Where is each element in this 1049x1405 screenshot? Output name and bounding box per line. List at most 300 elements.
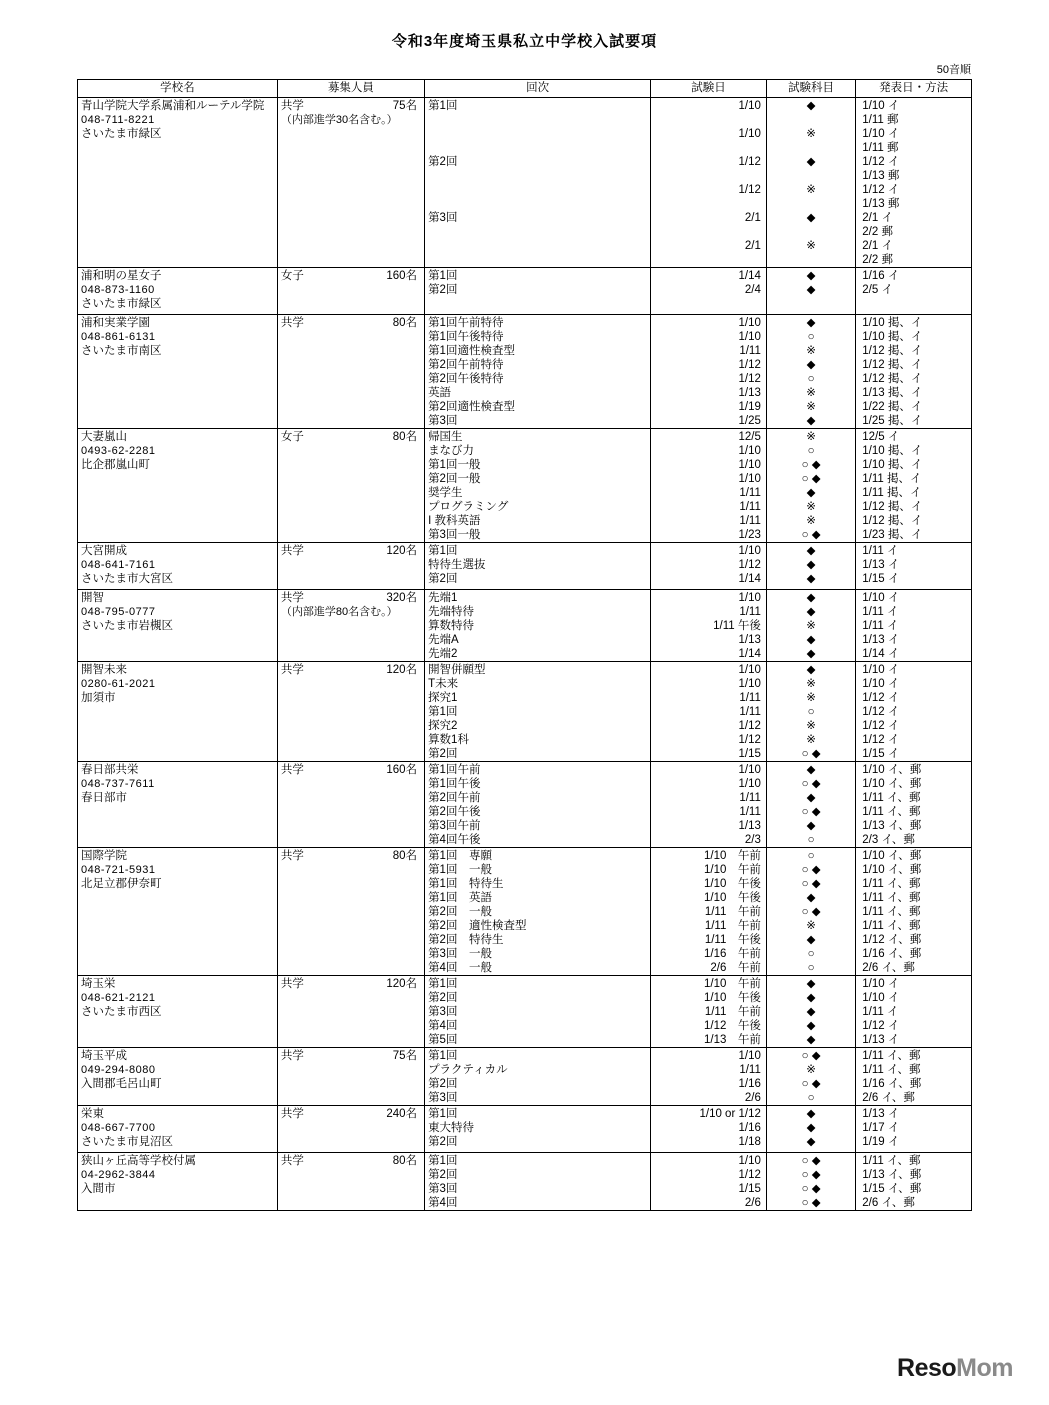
cell-exam-date-line: 1/19 — [738, 401, 761, 413]
cell-round-line: 先端1 — [428, 592, 458, 604]
cell-exam-subject-line: ○ ◆ — [801, 1197, 821, 1209]
cell-result-line: 1/11 イ、郵 — [862, 1064, 921, 1076]
cell-result — [856, 98, 972, 268]
cell-result-line: 1/11 イ — [862, 545, 899, 557]
cell-result-line: 2/2 郵 — [862, 254, 893, 266]
cell-exam-date-line: 2/6 午前 — [710, 962, 761, 974]
quota-type: 共学 — [280, 1155, 304, 1167]
cell-round-line: 第1回 — [428, 1050, 458, 1062]
cell-exam-date-line: 1/16 — [738, 1122, 761, 1134]
cell-exam-date-line: 1/10 — [738, 128, 761, 140]
table-row — [78, 976, 972, 1048]
cell-exam-subject-line: ○ ◆ — [801, 1169, 821, 1181]
school-address: 加須市 — [81, 692, 116, 704]
quota-type: 共学 — [280, 545, 304, 557]
cell-round — [425, 1048, 651, 1106]
cell-result-line: 1/13 郵 — [862, 198, 900, 210]
cell-result — [856, 268, 972, 315]
cell-exam-subject-line: ○ ◆ — [801, 529, 821, 541]
cell-exam-subject-line: ○ — [807, 445, 815, 457]
cell-round-line: 第1回 — [428, 545, 458, 557]
table-row — [78, 848, 972, 976]
cell-exam-subject-line: ○ — [807, 850, 815, 862]
cell-round-line: 第2回適性検査型 — [428, 401, 515, 413]
cell-result-line: 1/11 郵 — [862, 142, 899, 154]
cell-result-line: 1/10 イ — [862, 978, 900, 990]
cell-round-line: 第2回 一般 — [428, 906, 492, 918]
cell-result — [856, 590, 972, 662]
cell-exam-subject-line: ◆ — [806, 592, 816, 604]
quota-type: 共学 — [280, 978, 304, 990]
school-tel: 04-2962-3844 — [81, 1169, 156, 1181]
cell-exam-subject — [766, 98, 855, 268]
cell-exam-date-line: 1/10 — [738, 592, 761, 604]
cell-result-line: 1/13 イ — [862, 634, 900, 646]
cell-exam-subject-line: ※ — [806, 515, 816, 527]
cell-result — [856, 543, 972, 590]
cell-exam-date-line: 1/10 — [738, 545, 761, 557]
cell-exam-subject-line: ◆ — [806, 978, 816, 990]
cell-exam-date-line: 1/14 — [738, 270, 761, 282]
cell-school — [78, 1048, 278, 1106]
cell-exam-date — [651, 98, 767, 268]
school-address: 入間郡毛呂山町 — [81, 1078, 162, 1090]
cell-exam-subject-line: ○ — [807, 948, 815, 960]
cell-round — [425, 268, 651, 315]
cell-exam-date-line: 1/11 午前 — [704, 920, 761, 932]
cell-exam-date-line: 1/13 — [738, 387, 761, 399]
resemom-logo — [897, 1354, 1013, 1383]
school-address: さいたま市大宮区 — [81, 573, 173, 585]
cell-round-line: 第1回 — [428, 100, 458, 112]
cell-exam-subject-line: ○ ◆ — [801, 748, 821, 760]
cell-exam-subject-line: ○ ◆ — [801, 864, 821, 876]
cell-quota — [277, 662, 424, 762]
cell-exam-date-line: 1/10 — [738, 459, 761, 471]
cell-exam-subject-line: ○ — [807, 331, 815, 343]
cell-round — [425, 976, 651, 1048]
cell-round-line: 第3回 — [428, 1092, 458, 1104]
cell-exam-date-line: 1/12 — [738, 720, 761, 732]
cell-exam-subject-line: ◆ — [806, 284, 816, 296]
cell-exam-subject-line: ○ ◆ — [801, 906, 821, 918]
cell-result-line: 2/3 イ、郵 — [862, 834, 915, 846]
quota-type: 女子 — [280, 270, 304, 282]
cell-exam-subject-line: ◆ — [806, 487, 816, 499]
cell-result-line: 1/15 イ — [862, 748, 900, 760]
cell-result-line: 1/10 イ — [862, 592, 900, 604]
cell-exam-date-line: 1/10 — [738, 1155, 761, 1167]
cell-exam-date-line: 2/3 — [744, 834, 761, 846]
school-address: 春日部市 — [81, 792, 127, 804]
cell-exam-date-line: 1/18 — [738, 1136, 761, 1148]
cell-result-line: 12/5 イ — [862, 431, 900, 443]
cell-exam-date-line: 1/12 — [738, 559, 761, 571]
cell-exam-date-line: 1/11 — [739, 501, 761, 513]
cell-quota — [277, 543, 424, 590]
cell-exam-subject-line: ◆ — [806, 545, 816, 557]
cell-round — [425, 98, 651, 268]
cell-exam-date-line: 1/10 午前 — [703, 850, 761, 862]
cell-exam-date-line: 1/13 — [738, 820, 761, 832]
cell-round-line: 第3回一般 — [428, 529, 481, 541]
cell-result-line: 1/10 イ、郵 — [862, 864, 922, 876]
cell-result-line: 1/10 イ — [862, 664, 900, 676]
cell-exam-date-line: 1/12 — [738, 1169, 761, 1181]
cell-result-line: 1/16 イ、郵 — [862, 1078, 922, 1090]
cell-exam-subject-line: ○ ◆ — [801, 878, 821, 890]
cell-exam-date — [651, 429, 767, 543]
cell-exam-subject-line: ※ — [806, 678, 816, 690]
school-address: さいたま市見沼区 — [81, 1136, 173, 1148]
cell-exam-date-line: 1/11 — [739, 487, 761, 499]
cell-round-line: 第1回一般 — [428, 459, 481, 471]
cell-quota — [277, 1153, 424, 1211]
quota-type: 共学 — [280, 850, 304, 862]
cell-result-line: 1/10 掲、イ — [862, 331, 923, 343]
cell-round — [425, 662, 651, 762]
quota-number: 120名 — [386, 978, 418, 990]
cell-result-line: 1/12 イ — [862, 734, 900, 746]
cell-result-line: 1/11 イ、郵 — [862, 906, 921, 918]
cell-school — [78, 848, 278, 976]
cell-result — [856, 429, 972, 543]
school-tel: 048-721-5931 — [81, 864, 156, 876]
table-row — [78, 1106, 972, 1153]
school-name: 春日部共栄 — [81, 764, 139, 776]
cell-round-line: 帰国生 — [428, 431, 463, 443]
cell-exam-subject — [766, 1153, 855, 1211]
school-name: 国際学院 — [81, 850, 127, 862]
cell-round — [425, 1106, 651, 1153]
cell-exam-date-line: 1/13 — [738, 634, 761, 646]
quota-number: 120名 — [386, 545, 418, 557]
cell-exam-date-line: 1/11 午前 — [704, 906, 761, 918]
school-tel: 048-795-0777 — [81, 606, 156, 618]
table-header-row — [78, 80, 972, 98]
column-header-exam-date: 試験日 — [651, 80, 767, 98]
cell-exam-subject-line: ※ — [806, 734, 816, 746]
cell-result-line: 1/11 イ、郵 — [862, 892, 921, 904]
cell-exam-subject — [766, 590, 855, 662]
cell-exam-date-line: 1/10 — [738, 678, 761, 690]
quota-type: 共学 — [280, 1108, 304, 1120]
cell-result-line: 1/19 イ — [862, 1136, 900, 1148]
cell-exam-subject-line: ◆ — [806, 559, 816, 571]
cell-round-line: 第1回適性検査型 — [428, 345, 515, 357]
cell-round-line: 第2回 適性検査型 — [428, 920, 527, 932]
quota-number: 160名 — [386, 270, 418, 282]
cell-school — [78, 976, 278, 1048]
quota-type: 共学 — [280, 100, 304, 112]
cell-result — [856, 662, 972, 762]
cell-exam-subject-line: ◆ — [806, 634, 816, 646]
cell-result-line: 1/12 掲、イ — [862, 373, 923, 385]
quota-number: 80名 — [392, 850, 418, 862]
cell-round-line: 第2回 — [428, 1078, 458, 1090]
school-name: 大宮開成 — [81, 545, 127, 557]
cell-result-line: 1/11 イ、郵 — [862, 806, 921, 818]
school-tel: 048-667-7700 — [81, 1122, 156, 1134]
cell-exam-subject-line: ○ ◆ — [801, 473, 821, 485]
cell-result-line: 1/12 イ — [862, 692, 900, 704]
cell-result-line: 1/10 イ — [862, 992, 900, 1004]
cell-result-line: 2/2 郵 — [862, 226, 893, 238]
table-row — [78, 1153, 972, 1211]
school-address: さいたま市岩槻区 — [81, 620, 173, 632]
cell-exam-date-line: 1/16 午前 — [703, 948, 761, 960]
cell-school — [78, 315, 278, 429]
cell-round-line: 第2回午後特待 — [428, 373, 504, 385]
cell-exam-date-line: 1/25 — [738, 415, 761, 427]
cell-round-line: 第5回 — [428, 1034, 458, 1046]
cell-round-line: 第2回午後 — [428, 806, 481, 818]
page-title: 令和3年度埼玉県私立中学校入試要項 — [391, 33, 658, 50]
cell-round-line: 第3回 — [428, 415, 458, 427]
cell-round-line: まなび力 — [428, 445, 475, 457]
table-row — [78, 1048, 972, 1106]
cell-exam-subject — [766, 315, 855, 429]
cell-round-line: 第4回 — [428, 1020, 458, 1032]
cell-result-line: 1/11 イ、郵 — [862, 792, 921, 804]
cell-result — [856, 1153, 972, 1211]
school-tel: 048-641-7161 — [81, 559, 156, 571]
cell-exam-date-line: 1/11 午後 — [704, 934, 761, 946]
cell-exam-subject — [766, 543, 855, 590]
cell-result-line: 2/6 イ、郵 — [862, 1197, 915, 1209]
cell-round-line: 英語 — [428, 387, 452, 399]
cell-school — [78, 543, 278, 590]
cell-exam-date — [651, 543, 767, 590]
cell-exam-subject-line: ◆ — [806, 359, 816, 371]
quota-type: 共学 — [280, 1050, 304, 1062]
cell-result-line: 1/12 イ — [862, 156, 900, 168]
cell-result-line: 1/10 イ、郵 — [862, 778, 922, 790]
cell-exam-date — [651, 976, 767, 1048]
cell-school — [78, 98, 278, 268]
cell-round-line: プラクティカル — [428, 1064, 508, 1076]
quota-note: （内部進学80名含む。） — [280, 606, 398, 618]
cell-exam-subject-line: ※ — [806, 720, 816, 732]
cell-round-line: 探究2 — [428, 720, 458, 732]
cell-result-line: 1/22 掲、イ — [862, 401, 923, 413]
quota-number: 240名 — [386, 1108, 418, 1120]
cell-exam-subject-line: ※ — [806, 501, 816, 513]
cell-result — [856, 848, 972, 976]
cell-exam-subject-line: ※ — [806, 401, 816, 413]
cell-exam-date-line: 1/16 — [738, 1078, 761, 1090]
cell-result-line: 1/11 イ — [862, 1006, 899, 1018]
cell-round — [425, 429, 651, 543]
cell-result-line: 1/13 イ — [862, 1034, 900, 1046]
cell-exam-date-line: 1/11 — [739, 706, 761, 718]
cell-quota — [277, 1048, 424, 1106]
cell-exam-date-line: 1/10 — [738, 764, 761, 776]
cell-exam-subject — [766, 429, 855, 543]
cell-result-line: 1/11 イ、郵 — [862, 878, 921, 890]
cell-result-line: 1/11 掲、イ — [862, 487, 922, 499]
column-header-round: 回次 — [425, 80, 651, 98]
cell-exam-subject-line: ◆ — [806, 212, 816, 224]
cell-exam-date — [651, 590, 767, 662]
cell-round-line: 第2回 — [428, 284, 458, 296]
cell-round-line: 第4回 一般 — [428, 962, 492, 974]
cell-result-line: 1/12 イ — [862, 706, 900, 718]
cell-exam-date — [651, 1048, 767, 1106]
cell-exam-date-line: 2/1 — [744, 212, 761, 224]
cell-result-line: 1/10 イ、郵 — [862, 764, 922, 776]
cell-exam-subject-line: ○ — [807, 962, 815, 974]
cell-round-line: 第3回午前 — [428, 820, 481, 832]
cell-exam-subject-line: ◆ — [806, 100, 816, 112]
cell-exam-subject — [766, 662, 855, 762]
cell-round-line: 第3回 — [428, 1006, 458, 1018]
cell-exam-subject-line: ○ — [807, 373, 815, 385]
cell-exam-subject-line: ◆ — [806, 1006, 816, 1018]
school-tel: 048-873-1160 — [81, 284, 155, 296]
school-tel: 0493-62-2281 — [81, 445, 156, 457]
cell-exam-subject-line: ◆ — [806, 1108, 816, 1120]
school-name: 大妻嵐山 — [81, 431, 127, 443]
cell-exam-subject-line: ◆ — [806, 270, 816, 282]
cell-exam-date-line: 1/11 午前 — [704, 1006, 761, 1018]
cell-exam-date-line: 1/10 — [738, 1050, 761, 1062]
cell-exam-subject-line: ○ ◆ — [801, 778, 821, 790]
cell-exam-subject-line: ◆ — [806, 317, 816, 329]
cell-round-line: 算数特待 — [428, 620, 475, 632]
cell-exam-subject-line: ◆ — [806, 664, 816, 676]
cell-round-line: T未来 — [428, 678, 459, 690]
table-row — [78, 98, 972, 268]
quota-type: 共学 — [280, 764, 304, 776]
cell-exam-date-line: 1/10 午後 — [703, 878, 761, 890]
cell-exam-date-line: 1/14 — [738, 648, 761, 660]
cell-round-line: 第2回 — [428, 1136, 458, 1148]
cell-exam-date-line: 1/11 — [739, 792, 761, 804]
quota-type: 共学 — [280, 317, 304, 329]
school-name: 開智未来 — [81, 664, 127, 676]
cell-exam-date-line: 1/11 — [739, 345, 761, 357]
cell-exam-date-line: 2/4 — [744, 284, 761, 296]
cell-exam-date — [651, 1153, 767, 1211]
cell-round — [425, 543, 651, 590]
cell-round-line: プログラミング — [428, 501, 509, 513]
cell-result-line: 1/13 イ — [862, 1108, 900, 1120]
cell-exam-subject-line: ◆ — [806, 792, 816, 804]
cell-result-line: 1/10 イ、郵 — [862, 850, 922, 862]
school-tel: 048-861-6131 — [81, 331, 156, 343]
cell-exam-subject-line: ○ ◆ — [801, 1078, 821, 1090]
cell-round-line: 第2回午前 — [428, 792, 481, 804]
cell-round-line: 算数1科 — [428, 734, 469, 746]
cell-school — [78, 762, 278, 848]
cell-quota — [277, 848, 424, 976]
quota-number: 80名 — [392, 1155, 418, 1167]
cell-result-line: 1/13 イ — [862, 559, 900, 571]
school-address: 入間市 — [81, 1183, 116, 1195]
cell-exam-date-line: 1/10 — [738, 473, 761, 485]
school-address: 比企郡嵐山町 — [81, 459, 150, 471]
cell-exam-subject-line: ○ ◆ — [801, 1155, 821, 1167]
cell-result-line: 1/10 掲、イ — [862, 459, 923, 471]
cell-round-line: 第2回一般 — [428, 473, 481, 485]
cell-exam-subject-line: ○ ◆ — [801, 459, 821, 471]
cell-exam-subject-line: ※ — [806, 184, 816, 196]
cell-exam-date — [651, 315, 767, 429]
cell-exam-date-line: 1/15 — [738, 1183, 761, 1195]
cell-round-line: 第3回 — [428, 1183, 458, 1195]
cell-exam-date-line: 2/6 — [744, 1197, 761, 1209]
cell-result-line: 1/17 イ — [862, 1122, 900, 1134]
cell-quota — [277, 429, 424, 543]
cell-exam-subject-line: ◆ — [806, 820, 816, 832]
cell-exam-date — [651, 848, 767, 976]
cell-exam-subject-line: ◆ — [806, 415, 816, 427]
cell-exam-subject-line: ※ — [806, 345, 816, 357]
cell-result-line: 1/12 イ — [862, 1020, 900, 1032]
cell-result-line: 2/1 イ — [862, 240, 893, 252]
cell-result-line: 1/12 掲、イ — [862, 359, 923, 371]
cell-round-line: 第1回午前 — [428, 764, 481, 776]
cell-exam-date-line: 1/10 午前 — [703, 978, 761, 990]
cell-exam-date-line: 1/15 — [738, 748, 761, 760]
cell-exam-date-line: 1/10 午後 — [703, 892, 761, 904]
cell-round-line: 第1回午前特待 — [428, 317, 504, 329]
quota-number: 320名 — [386, 592, 418, 604]
cell-exam-subject-line: ※ — [806, 920, 816, 932]
cell-exam-subject — [766, 848, 855, 976]
cell-exam-subject-line: ◆ — [806, 934, 816, 946]
column-header-school: 学校名 — [78, 80, 278, 98]
cell-exam-subject-line: ◆ — [806, 1122, 816, 1134]
quota-number: 160名 — [386, 764, 418, 776]
column-header-result: 発表日・方法 — [856, 80, 972, 98]
cell-round-line: 第3回 一般 — [428, 948, 492, 960]
cell-round-line: 先端A — [428, 634, 459, 646]
cell-exam-subject-line: ◆ — [806, 764, 816, 776]
cell-round-line: 第2回午前特待 — [428, 359, 504, 371]
cell-exam-date-line: 12/5 — [738, 431, 761, 443]
table-row — [78, 543, 972, 590]
cell-round-line: 第2回 特待生 — [428, 934, 504, 946]
cell-result-line: 1/11 郵 — [862, 114, 899, 126]
school-address: さいたま市西区 — [81, 1006, 162, 1018]
cell-exam-subject-line: ◆ — [806, 648, 816, 660]
cell-exam-subject-line: ○ ◆ — [801, 1183, 821, 1195]
cell-exam-date-line: 1/12 — [738, 184, 761, 196]
cell-quota — [277, 315, 424, 429]
school-address: さいたま市南区 — [81, 345, 162, 357]
cell-exam-subject-line: ○ ◆ — [801, 806, 821, 818]
cell-exam-date-line: 1/11 — [739, 1064, 761, 1076]
cell-round-line: 第1回 専願 — [428, 850, 492, 862]
school-name: 開智 — [81, 592, 104, 604]
cell-round-line: 第4回 — [428, 1197, 458, 1209]
school-name: 栄東 — [81, 1108, 104, 1120]
table-row — [78, 762, 972, 848]
cell-exam-date-line: 1/11 — [739, 692, 761, 704]
cell-result — [856, 1106, 972, 1153]
cell-round-line: I 教科英語 — [428, 515, 481, 527]
cell-result-line: 1/23 掲、イ — [862, 529, 923, 541]
cell-exam-date-line: 1/12 — [738, 373, 761, 385]
table-row — [78, 662, 972, 762]
cell-round-line: 第2回 — [428, 156, 458, 168]
cell-round — [425, 1153, 651, 1211]
school-tel: 048-737-7611 — [81, 778, 155, 790]
cell-exam-date — [651, 662, 767, 762]
cell-round-line: 探究1 — [428, 692, 458, 704]
